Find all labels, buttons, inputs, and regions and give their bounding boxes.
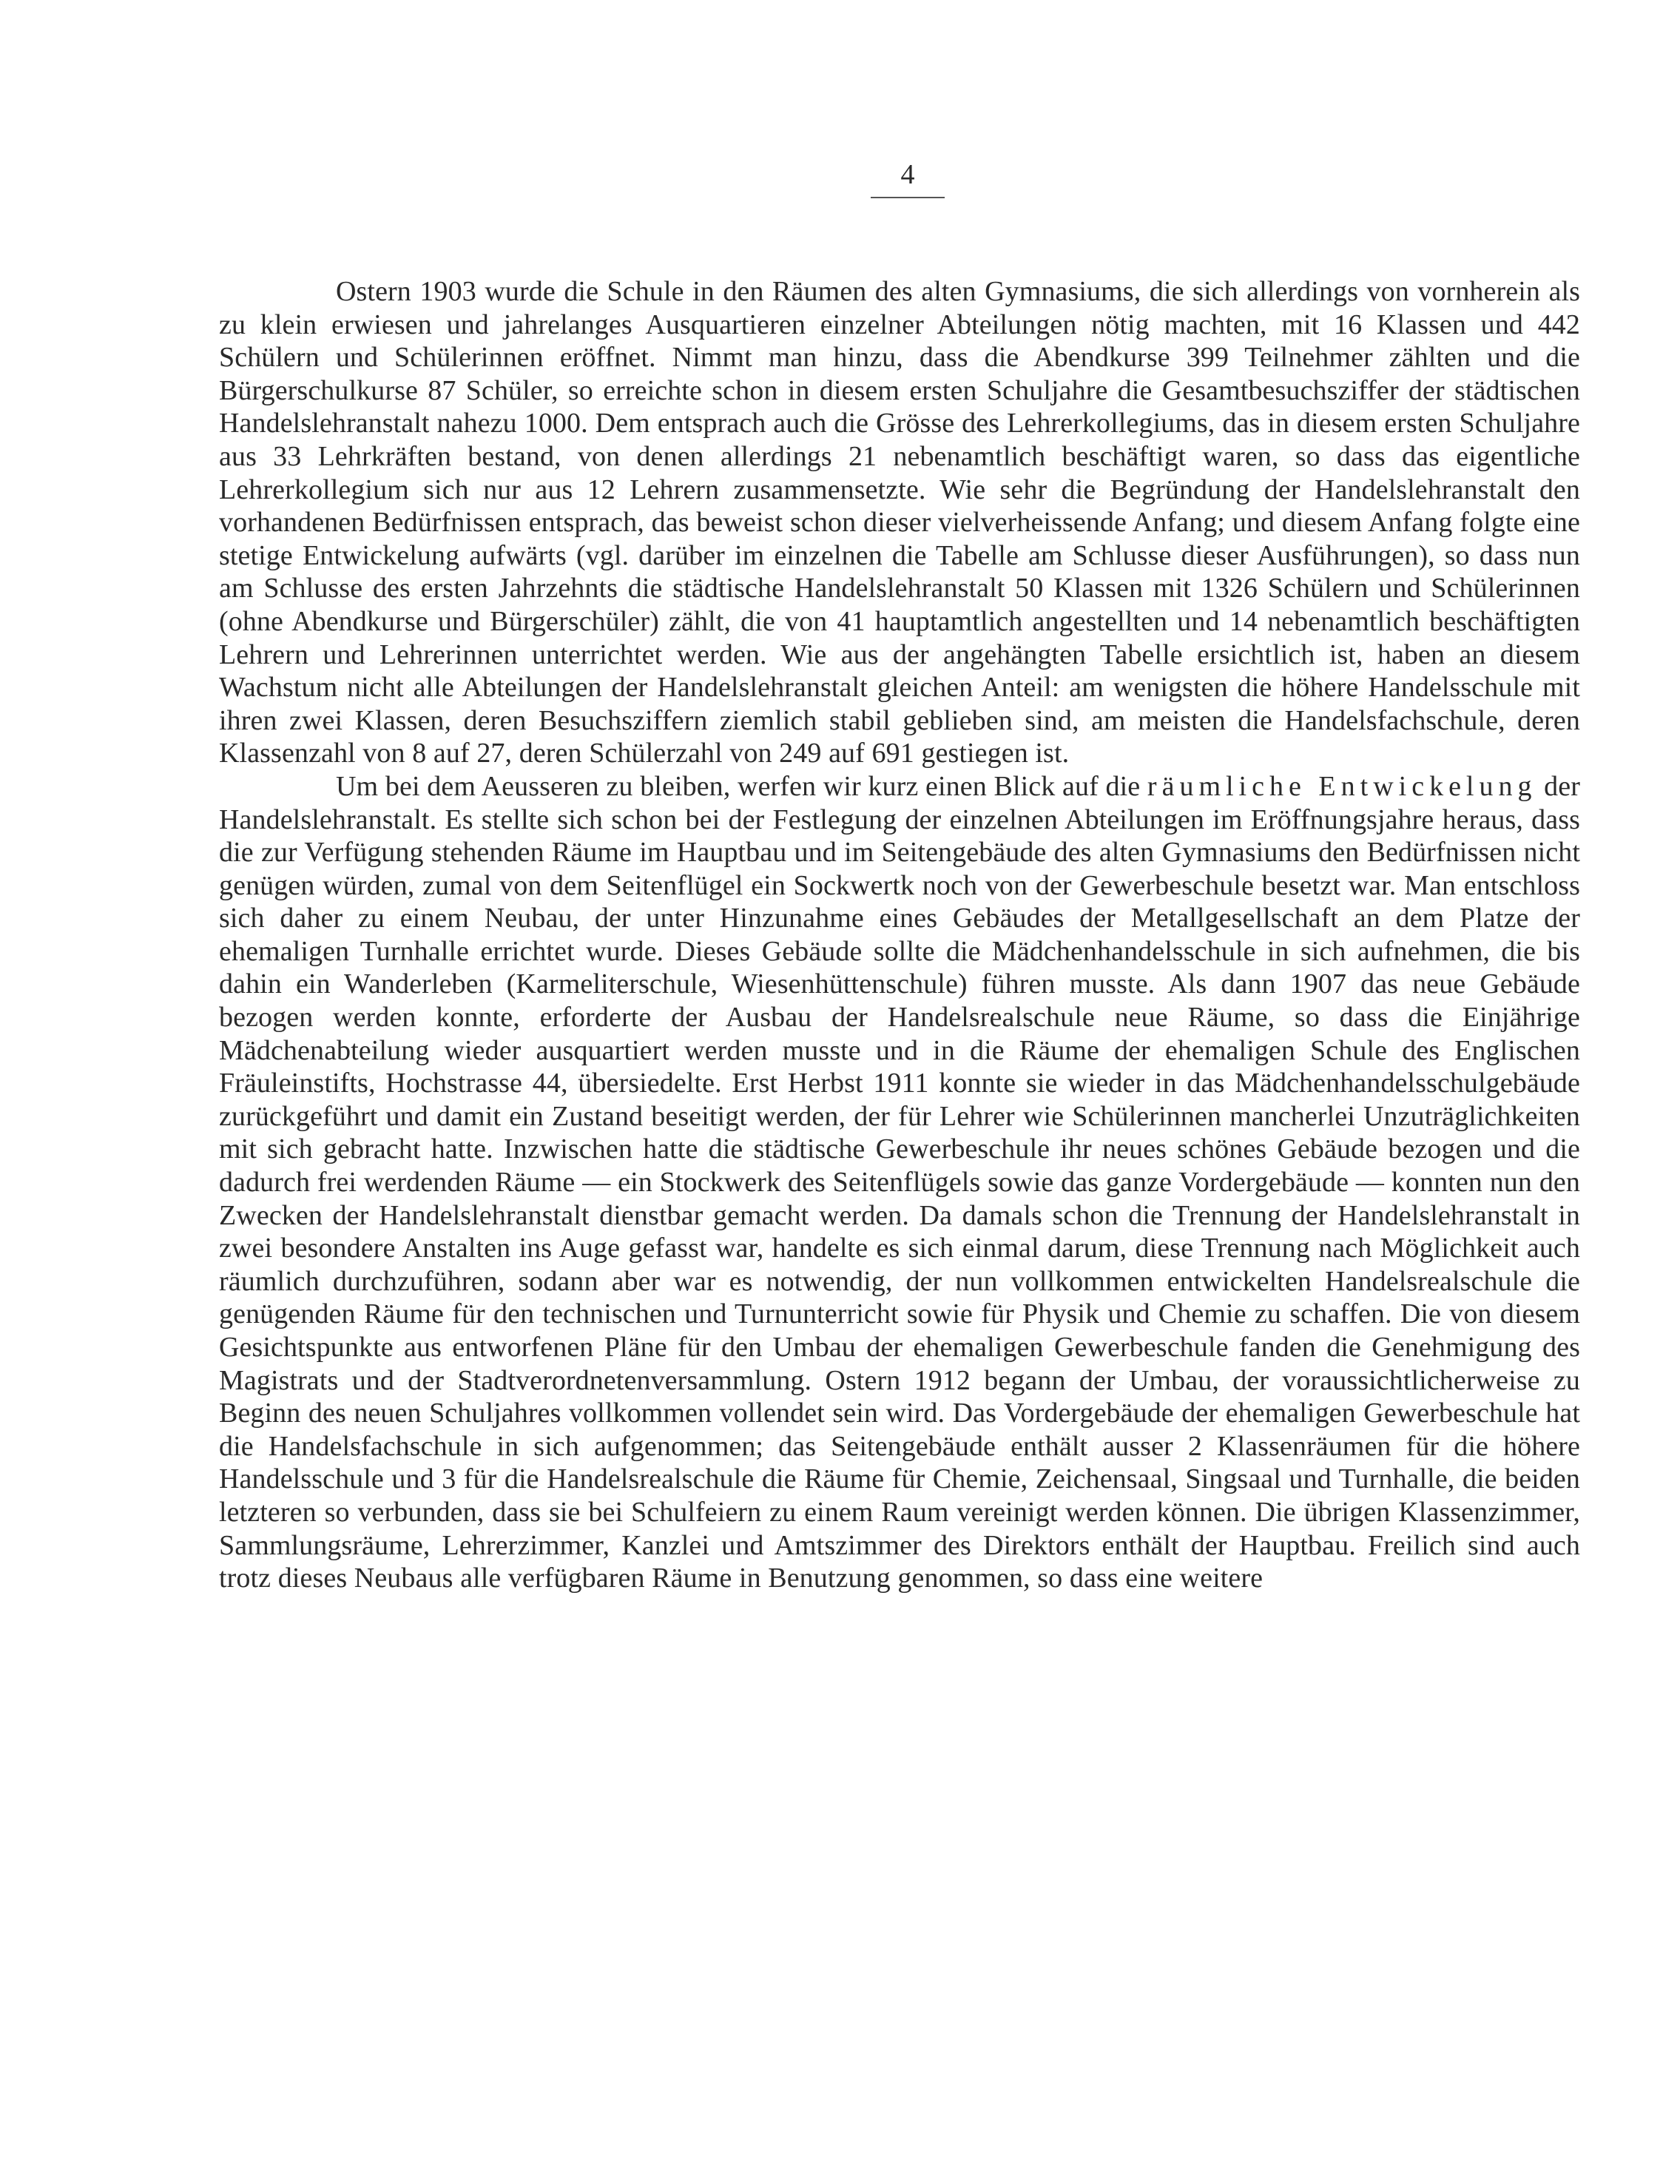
paragraph-2-after: der Handelslehranstalt. Es stellte sich schon bei der Festlegung der einzelnen Abteilungen im Eröffnungsjahre heraus, dass die zur Verfügung stehenden Räume im Hauptbau und im Seitengebäude des alten Gymnasiums den Bedürfnissen nicht genügen würden, zumal von dem Seitenflügel ein Sockwertk noch von der Gewerbeschule besetzt war. Man entschloss sich daher zu einem Neubau, der unter Hinzunahme eines Gebäudes der Metallgesellschaft an dem Platze der ehemaligen Turnhalle errichtet wurde. Dieses Gebäude sollte die Mädchenhandelsschule in sich aufnehmen, die bis dahin ein Wanderleben (Karmeliterschule, Wiesenhüttenschule) führen musste. Als dann 1907 das neue Gebäude bezogen werden konnte, erforderte der Ausbau der Handelsrealschule neue Räume, so dass die Einjährige Mädchenabteilung wieder ausquartiert werden musste und in die Räume der ehemaligen Schule des Englischen Fräuleinstifts, Hochstrasse 44, übersiedelte. Erst Herbst 1911 konnte sie wieder in das Mädchenhandelsschulgebäude zurückgeführt und damit ein Zustand beseitigt werden, der für Lehrer wie Schülerinnen mancherlei Unzuträglichkeiten mit sich gebracht hatte. Inzwischen hatte die städtische Gewerbeschule ihr neues schönes Gebäude bezogen und die dadurch frei werdenden Räume — ein Stockwerk des Seitenflügels sowie das ganze Vordergebäude — konnten nun den Zwecken der Handelslehranstalt dienstbar gemacht werden. Da damals schon die Trennung der Handelslehranstalt in zwei besondere Anstalten ins Auge gefasst war, handelte es sich einmal darum, diese Trennung nach Möglichkeit auch räumlich durchzuführen, sodann aber war es notwendig, der nun vollkommen entwickelten Handelsrealschule die genügenden Räume für den technischen und Turnunterricht sowie für Physik und Chemie zu schaffen. Die von diesem Gesichtspunkte aus entworfenen Pläne für den Umbau der ehemaligen Gewerbeschule fanden die Genehmigung des Magistrats und der Stadtverordnetenversammlung. Ostern 1912 begann der Umbau, der voraussichtlicherweise zu Beginn des neuen Schuljahres vollkommen vollendet sein wird. Das Vordergebäude der ehemaligen Gewerbeschule hat die Handelsfachschule in sich aufgenommen; das Seitengebäude enthält ausser 2 Klassenräumen für die höhere Handelsschule und 3 für die Handelsrealschule die Räume für Chemie, Zeichensaal, Singsaal und Turnhalle, die beiden letzteren so verbunden, dass sie bei Schulfeiern zu einem Raum vereinigt werden können. Die übrigen Klassenzimmer, Sammlungsräume, Lehrerzimmer, Kanzlei und Amtszimmer des Direktors enthält der Hauptbau. Freilich sind auch trotz dieses Neubaus alle verfügbaren Räume in Benutzung genommen, so dass eine weitere bbox=[219, 770, 1581, 1594]
paragraph-2 bbox=[219, 770, 1580, 1595]
paragraph-2-before: Um bei dem Aeusseren zu bleiben, werfen wir kurz einen Blick auf die bbox=[336, 770, 1147, 802]
page-number-rule bbox=[871, 197, 945, 198]
paragraph-1-text: Ostern 1903 wurde die Schule in den Räumen des alten Gymnasiums, die sich allerdings von vornherein als zu klein erwiesen und jahrelanges Ausquartieren einzelner Abteilungen nötig machten, mit 16 Klassen und 442 Schülern und Schülerinnen eröffnet. Nimmt man hinzu, dass die Abendkurse 399 Teilnehmer zählten und die Bürgerschulkurse 87 Schüler, so erreichte schon in diesem ersten Schuljahre die Gesamtbesuchsziffer der städtischen Handelslehranstalt nahezu 1000. Dem entsprach auch die Grösse des Lehrerkollegiums, das in diesem ersten Schuljahre aus 33 Lehrkräften bestand, von denen allerdings 21 nebenamtlich beschäftigt waren, so dass das eigentliche Lehrerkollegium sich nur aus 12 Lehrern zusammensetzte. Wie sehr die Begründung der Handelslehranstalt den vorhandenen Bedürfnissen entsprach, das beweist schon dieser vielverheissende Anfang; und diesem Anfang folgte eine stetige Entwickelung aufwärts (vgl. darüber im einzelnen die Tabelle am Schlusse dieser Ausführungen), so dass nun am Schlusse des ersten Jahrzehnts die städtische Handelslehranstalt 50 Klassen mit 1326 Schülern und Schülerinnen (ohne Abendkurse und Bürgerschüler) zählt, die von 41 hauptamtlich angestellten und 14 nebenamtlich beschäftigten Lehrern und Lehrerinnen unterrichtet werden. Wie aus der angehängten Tabelle ersichtlich ist, haben an diesem Wachstum nicht alle Abteilungen der Handelslehranstalt gleichen Anteil: am wenigsten die höhere Handelsschule mit ihren zwei Klassen, deren Besuchsziffern ziemlich stabil geblieben sind, am meisten die Handelsfachschule, deren Klassenzahl von 8 auf 27, deren Schülerzahl von 249 auf 691 gestiegen ist. bbox=[219, 276, 1580, 769]
page-number: 4 bbox=[900, 159, 915, 190]
paragraph-1 bbox=[219, 275, 1580, 770]
body-text bbox=[219, 275, 1580, 1595]
paragraph-2-emphasis: räumliche Entwickelung bbox=[1147, 770, 1537, 802]
